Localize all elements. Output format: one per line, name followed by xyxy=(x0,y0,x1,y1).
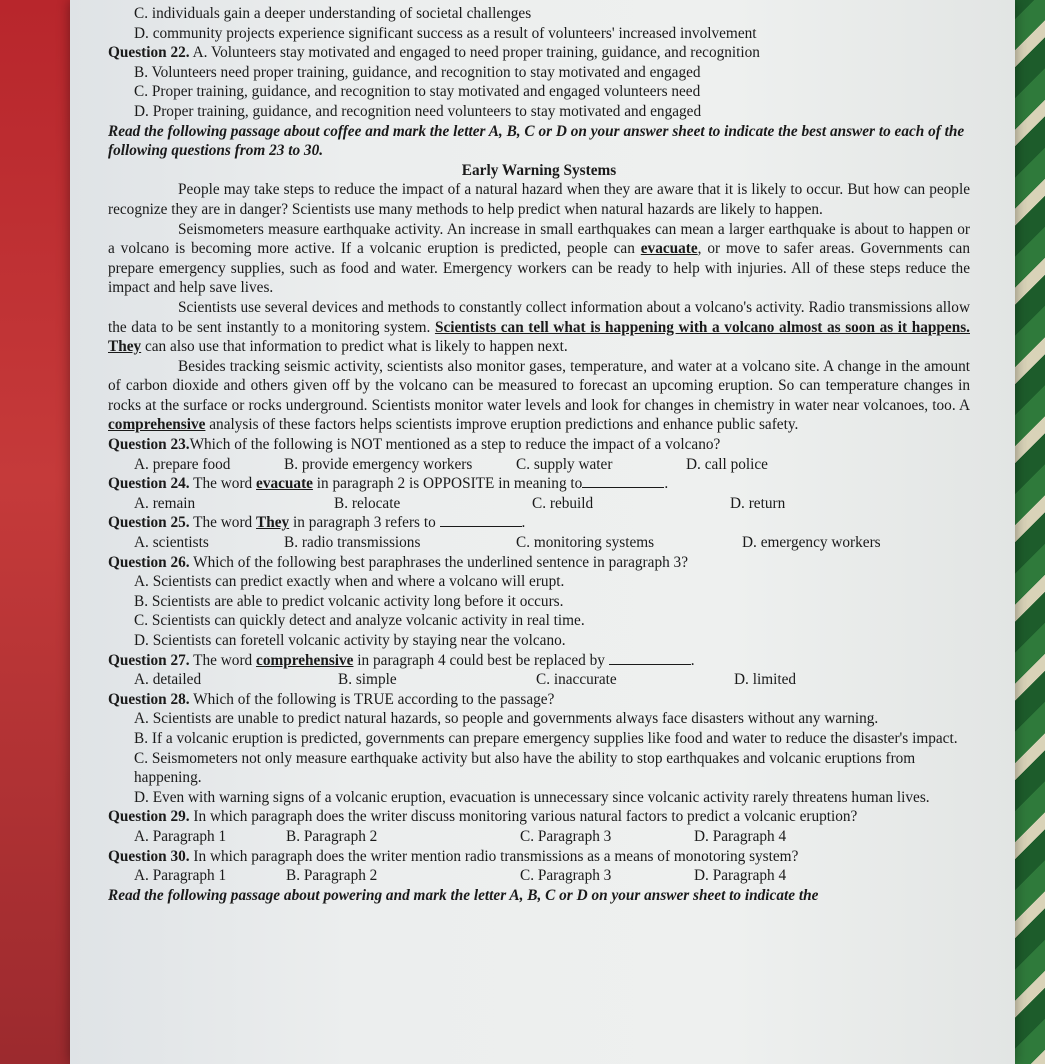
passage-paragraph-1: People may take steps to reduce the impact of a natural hazard when they are aware that it is likely to occur. But how can people recognize they are in danger? Scientists use many methods to help predict when natural hazards are likely to happen. xyxy=(108,181,970,218)
q23-stem: Question 23.Which of the following is NOT mentioned as a step to reduce the impact of a volcano? xyxy=(108,436,721,454)
q24-option-b: B. relocate xyxy=(334,494,401,512)
q27-option-a: A. detailed xyxy=(134,671,202,689)
q25-option-b: B. radio transmissions xyxy=(284,534,421,552)
q28-option-d: D. Even with warning signs of a volcanic eruption, evacuation is unnecessary since volcanic activity rarely threatens human lives. xyxy=(134,788,930,806)
q29-stem: Question 29. In which paragraph does the writer discuss monitoring various natural factors to predict a volcanic eruption? xyxy=(108,808,858,826)
q30-option-a: A. Paragraph 1 xyxy=(134,867,227,885)
q24-option-a: A. remain xyxy=(134,494,196,512)
q29-option-c: C. Paragraph 3 xyxy=(520,827,612,845)
q25-option-d: D. emergency workers xyxy=(742,534,881,552)
word-they: They xyxy=(108,338,142,356)
word-evacuate: evacuate xyxy=(640,240,698,258)
q26-stem: Question 26. Which of the following best paraphrases the underlined sentence in paragraph 3? xyxy=(108,553,688,571)
q28-option-c: C. Seismometers not only measure earthquake activity but also have the ability to stop earthquakes and volcanic eruptions from happening. xyxy=(134,749,916,787)
q23-option-c: C. supply water xyxy=(516,455,613,473)
q30-stem: Question 30. In which paragraph does the writer mention radio transmissions as a means of monotoring system? xyxy=(108,847,799,865)
q28-option-b: B. If a volcanic eruption is predicted, governments can prepare emergency supplies like food and water to reduce the disaster's impact. xyxy=(134,729,958,747)
passage-paragraph-4: Besides tracking seismic activity, scientists also monitor gases, temperature, and water at a volcano site. A change in the amount of carbon dioxide and others given off by the volcano can be measured to forecast an upcoming eruption. So can temperature changes in rocks at the surface or rocks underground. Scientists monitor water levels and look for changes in chemistry in water near volcanoes, too. A comprehensive analysis of these factors helps scientists improve eruption predictions and enhance public safety. xyxy=(108,357,970,434)
q27-stem: Question 27. The word comprehensive in paragraph 4 could best be replaced by . xyxy=(108,651,695,669)
q29-option-d: D. Paragraph 4 xyxy=(694,827,787,845)
q30-option-b: B. Paragraph 2 xyxy=(286,867,378,885)
q26-option-b: B. Scientists are able to predict volcanic activity long before it occurs. xyxy=(134,592,564,610)
reading-instruction: Read the following passage about coffee and mark the letter A, B, C or D on your answer sheet to indicate the best answer to each of the following questions from 23 to 30. xyxy=(108,122,965,160)
answer-blank xyxy=(582,487,664,488)
q30-option-d: D. Paragraph 4 xyxy=(694,867,787,885)
next-instruction: Read the following passage about powering and mark the letter A, B, C or D on your answer sheet to indicate the xyxy=(108,886,819,904)
q23-option-d: D. call police xyxy=(686,455,768,473)
q23-options xyxy=(108,455,970,475)
q28-option-a: A. Scientists are unable to predict natural hazards, so people and governments always face disasters without any warning. xyxy=(134,710,879,728)
q23-option-a: A. prepare food xyxy=(134,455,231,473)
q29-option-b: B. Paragraph 2 xyxy=(286,827,378,845)
q26-option-a: A. Scientists can predict exactly when and where a volcano will erupt. xyxy=(134,573,565,591)
q28-stem: Question 28. Which of the following is TRUE according to the passage? xyxy=(108,690,555,708)
q27-option-b: B. simple xyxy=(338,671,397,689)
q23-option-b: B. provide emergency workers xyxy=(284,455,473,473)
passage-title: Early Warning Systems xyxy=(461,161,617,179)
q21-option-c: C. individuals gain a deeper understanding of societal challenges xyxy=(134,5,532,22)
passage-paragraph-2: Seismometers measure earthquake activity. An increase in small earthquakes can mean a larger earthquake is about to happen or a volcano is becoming more active. If a volcanic eruption is predicted, people can evacuate, or move to safer areas. Governments can prepare emergency supplies, such as food and water. Emergency workers can be ready to help with injuries. All of these steps reduce the impact and help save lives. xyxy=(108,220,970,297)
passage-paragraph-3: Scientists use several devices and methods to constantly collect information about a volcano's activity. Radio transmissions allow the data to be sent instantly to a monitoring system. Scientists can tell what is happening with a volcano almost as soon as it happens. They can also use that information to predict what is likely to happen next. xyxy=(108,298,970,356)
q22-option-b: B. Volunteers need proper training, guidance, and recognition to stay motivated and engaged xyxy=(134,63,701,81)
underlined-sentence: Scientists can tell what is happening with a volcano almost as soon as it happens. xyxy=(434,318,970,336)
q25-stem: Question 25. The word They in paragraph 3 refers to . xyxy=(108,514,526,532)
q27-option-d: D. limited xyxy=(734,671,797,689)
q24-options xyxy=(108,494,970,514)
q22-option-d: D. Proper training, guidance, and recognition need volunteers to stay motivated and engaged xyxy=(134,102,702,120)
exam-page xyxy=(108,4,970,905)
q30-option-c: C. Paragraph 3 xyxy=(520,867,612,885)
q30-options xyxy=(108,866,970,886)
q25-option-a: A. scientists xyxy=(134,534,209,552)
answer-blank xyxy=(609,664,691,665)
q24-stem: Question 24. The word evacuate in paragraph 2 is OPPOSITE in meaning to . xyxy=(108,475,669,493)
q22-option-a: Question 22. A. Volunteers stay motivated and engaged to need proper training, guidance, and recognition xyxy=(108,44,760,62)
q29-options xyxy=(108,827,970,847)
answer-blank xyxy=(440,526,522,527)
q26-option-d: D. Scientists can foretell volcanic activity by staying near the volcano. xyxy=(134,632,566,649)
q24-option-d: D. return xyxy=(730,494,786,512)
q24-option-c: C. rebuild xyxy=(532,494,594,512)
q29-option-a: A. Paragraph 1 xyxy=(134,827,227,845)
q26-option-c: C. Scientists can quickly detect and analyze volcanic activity in real time. xyxy=(134,612,585,630)
q22-option-c: C. Proper training, guidance, and recognition to stay motivated and engaged volunteers need xyxy=(134,83,701,101)
q25-options xyxy=(108,533,970,553)
q25-option-c: C. monitoring systems xyxy=(516,534,655,552)
word-comprehensive: comprehensive xyxy=(108,416,206,434)
q21-option-d: D. community projects experience significant success as a result of volunteers' increased involvement xyxy=(134,24,757,42)
q27-option-c: C. inaccurate xyxy=(536,671,617,689)
q27-options xyxy=(108,670,970,690)
